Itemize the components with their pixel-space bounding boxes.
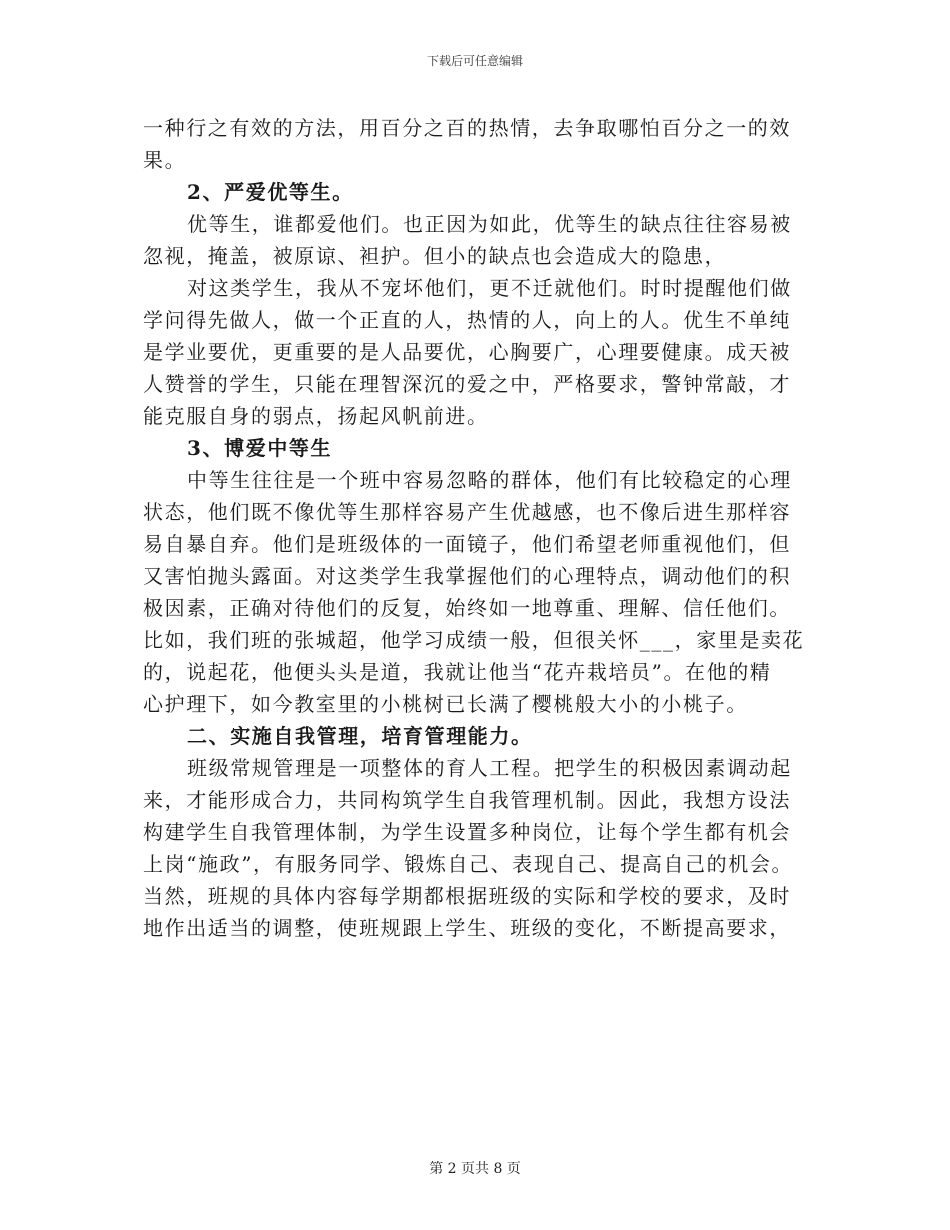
text-line: 对这类学生，我从不宠坏他们，更不迁就他们。时时提醒他们做 <box>187 276 792 300</box>
text-line: 当然，班规的具体内容每学期都根据班级的实际和学校的要求，及时 <box>143 884 791 908</box>
text-line: 的，说起花，他便头头是道，我就让他当“花卉栽培员”。在他的精 <box>143 660 772 684</box>
text-line: 优等生，谁都爱他们。也正因为如此，优等生的缺点往往容易被 <box>187 212 792 236</box>
text-line: 构建学生自我管理体制，为学生设置多种岗位，让每个学生都有机会 <box>143 820 791 844</box>
text-line: 学问得先做人，做一个正直的人，热情的人，向上的人。优生不单纯 <box>143 308 791 332</box>
text-line: 上岗“施政”，有服务同学、锻炼自己、表现自己、提高自己的机会。 <box>143 852 794 876</box>
text-line: 状态，他们既不像优等生那样容易产生优越感，也不像后进生那样容 <box>143 500 791 524</box>
page-header: 下载后可任意编辑 <box>426 54 523 68</box>
text-line: 易自暴自弃。他们是班级体的一面镜子，他们希望老师重视他们，但 <box>143 532 791 556</box>
text-line: 地作出适当的调整，使班规跟上学生、班级的变化，不断提高要求， <box>143 916 791 940</box>
text-line: 比如，我们班的张城超，他学习成绩一般，但很关怀___，家里是卖花 <box>143 628 805 652</box>
text-line: 又害怕抛头露面。对这类学生我掌握他们的心理特点，调动他们的积 <box>143 564 791 588</box>
document-body <box>143 112 807 944</box>
text-line: 是学业要优，更重要的是人品要优，心胸要广，心理要健康。成天被 <box>143 340 791 364</box>
section-heading: 3、博爱中等生 <box>187 436 333 460</box>
text-line: 极因素，正确对待他们的反复，始终如一地尊重、理解、信任他们。 <box>143 596 791 620</box>
text-line: 班级常规管理是一项整体的育人工程。把学生的积极因素调动起 <box>187 756 792 780</box>
text-line: 一种行之有效的方法，用百分之百的热情，去争取哪怕百分之一的效 <box>143 116 791 140</box>
section-heading: 2、严爱优等生。 <box>187 180 354 204</box>
text-line: 果。 <box>143 148 187 172</box>
text-line: 人赞誉的学生，只能在理智深沉的爱之中，严格要求，警钟常敲，才 <box>143 372 791 396</box>
text-line: 能克服自身的弱点，扬起风帆前进。 <box>143 404 489 428</box>
section-heading: 二、实施自我管理，培育管理能力。 <box>187 724 533 748</box>
text-line: 心护理下，如今教室里的小桃树已长满了樱桃般大小的小桃子。 <box>143 692 748 716</box>
text-line: 中等生往往是一个班中容易忽略的群体，他们有比较稳定的心理 <box>187 468 792 492</box>
text-line: 来，才能形成合力，共同构筑学生自我管理机制。因此，我想方设法 <box>143 788 791 812</box>
text-line: 忽视，掩盖，被原谅、袒护。但小的缺点也会造成大的隐患， <box>143 244 727 268</box>
page-number: 第 2 页共 8 页 <box>429 1161 521 1177</box>
